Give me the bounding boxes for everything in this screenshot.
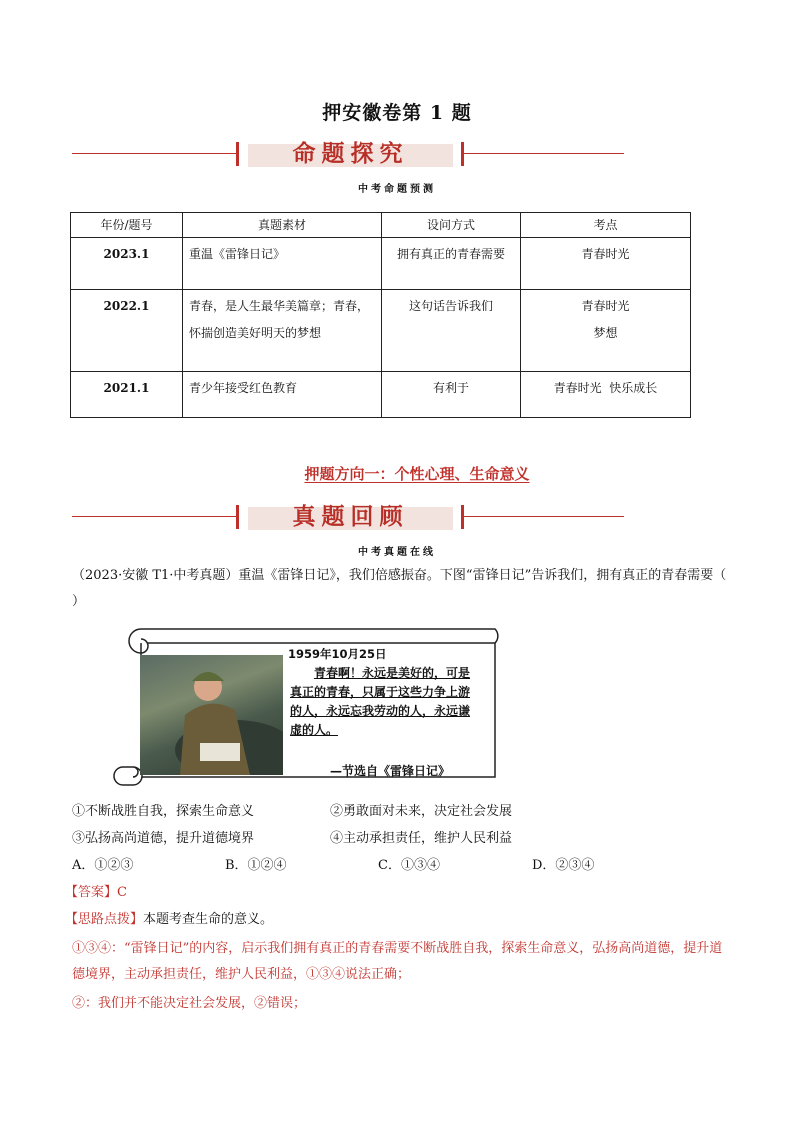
section-banner-zhenti (72, 503, 624, 531)
table-cell: 青少年接受红色教育 (183, 372, 382, 418)
hint-label: 【思路点拨】 (65, 912, 144, 927)
table-cell: 这句话告诉我们 (382, 290, 521, 372)
option-b: B．①②④ (225, 858, 287, 873)
banner-title: 命题探究 (292, 141, 409, 167)
banner-title: 真题回顾 (292, 504, 409, 530)
question-text: （2023·安徽 T1·中考真题）重温《雷锋日记》，我们倍感振奋。下图“雷锋日记”告诉我们，拥有真正的青春需要（ ） (72, 568, 727, 609)
table-cell: 拥有真正的青春需要 (382, 238, 521, 290)
table-header-cell: 年份/题号 (71, 213, 183, 238)
statement: ②勇敢面对未来，决定社会发展 (330, 804, 513, 819)
lei-feng-photo (140, 655, 283, 775)
table-header-cell: 设问方式 (382, 213, 521, 238)
option-a: A．①②③ (72, 858, 134, 873)
analysis-paragraph: ①③④：“雷锋日记”的内容，启示我们拥有真正的青春需要不断战胜自我，探索生命意义，弘扬高尚道德，提升道德境界，主动承担责任，维护人民利益，①③④说法正确； (72, 941, 723, 982)
table-header-cell: 考点 (521, 213, 691, 238)
table-cell: 2022.1 (71, 290, 183, 372)
option-c: C．①③④ (378, 858, 440, 873)
table-header-cell: 真题素材 (183, 213, 382, 238)
statement: ①不断战胜自我，探索生命意义 (72, 804, 255, 819)
table-cell: 2023.1 (71, 238, 183, 290)
table-cell: 青春时光 梦想 (521, 290, 691, 372)
hint-line (65, 907, 732, 933)
table-cell: 青春，是人生最华美篇章；青春，怀揣创造美好明天的梦想 (183, 290, 382, 372)
table-cell: 青春时光 快乐成长 (521, 372, 691, 418)
table-header-row (71, 213, 691, 238)
direction-heading: 押题方向一：个性心理、生命意义 (304, 465, 530, 483)
answer-line (65, 880, 732, 906)
banner-subcaption: 中考命题预测 (358, 184, 436, 195)
table-cell: 重温《雷锋日记》 (183, 238, 382, 290)
table-row (71, 372, 691, 418)
hint-text: 本题考查生命的意义。 (143, 912, 274, 927)
table-row (71, 290, 691, 372)
section-banner-mingti (72, 140, 624, 168)
diary-source: —节选自《雷锋日记》 (330, 764, 451, 778)
analysis-paragraph: ②：我们并不能决定社会发展，②错误； (72, 996, 307, 1011)
table-cell: 2021.1 (71, 372, 183, 418)
banner-subcaption: 中考真题在线 (358, 547, 436, 558)
page-title: 押安徽卷第 1 题 (322, 102, 472, 124)
answer-value: C (117, 885, 127, 900)
statement: ④主动承担责任，维护人民利益 (330, 831, 513, 846)
table-row (71, 238, 691, 290)
answer-label: 【答案】 (65, 885, 118, 900)
table-cell: 有利于 (382, 372, 521, 418)
option-d: D．②③④ (532, 858, 595, 873)
statement: ③弘扬高尚道德，提升道德境界 (72, 831, 255, 846)
table-cell: 青春时光 (521, 238, 691, 290)
diary-text: 青春啊！永远是美好的，可是真正的青春，只属于这些力争上游的人，永远忘我劳动的人，永远谦虚的人。 (290, 666, 471, 737)
topic-table (70, 212, 691, 418)
diary-date: 1959年10月25日 (288, 647, 387, 661)
